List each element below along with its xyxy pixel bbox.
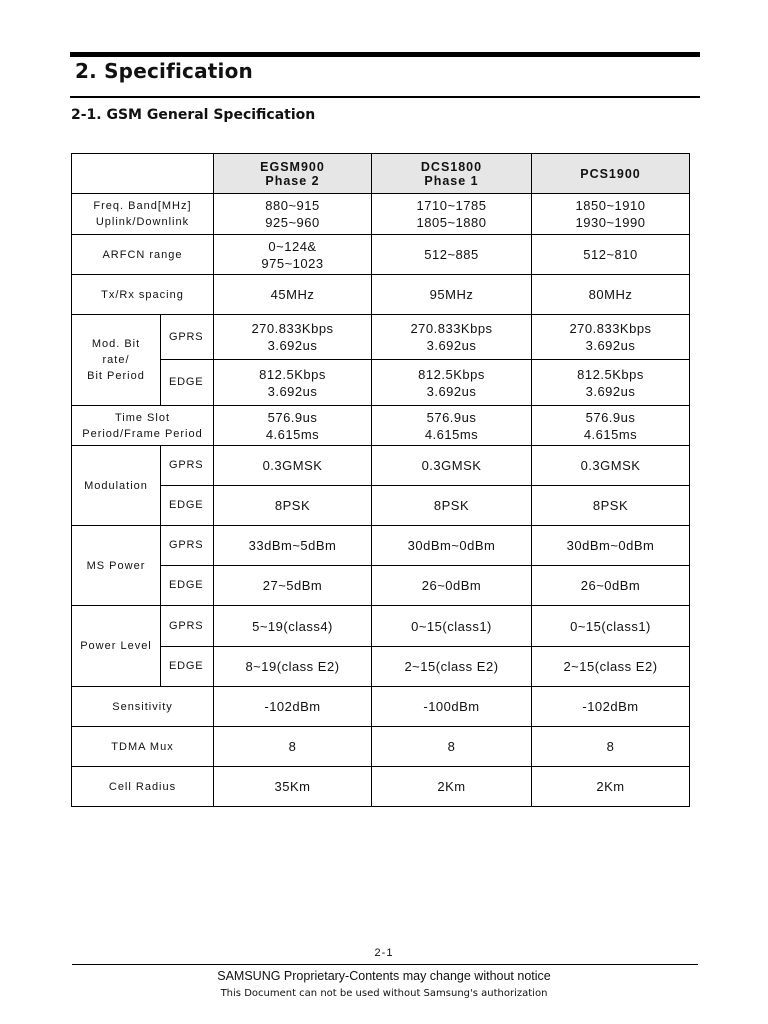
table-row xyxy=(72,315,690,360)
table-cell: 8 xyxy=(214,727,372,767)
table-cell: -102dBm xyxy=(214,687,372,727)
sub-row-label: EDGE xyxy=(161,486,214,526)
header-egsm900: EGSM900 Phase 2 xyxy=(214,154,372,194)
subsection-heading: 2-1. GSM General Specification xyxy=(71,107,316,123)
table-cell: 2~15(class E2) xyxy=(532,647,690,687)
table-row xyxy=(72,360,690,406)
table-cell: 8 xyxy=(372,727,532,767)
table-row xyxy=(72,275,690,315)
table-cell: 2Km xyxy=(372,767,532,807)
table-cell: 270.833Kbps 3.692us xyxy=(532,315,690,360)
table-corner-cell xyxy=(72,154,214,194)
table-row xyxy=(72,406,690,446)
table-cell: 0~124& 975~1023 xyxy=(214,235,372,275)
table-cell: -102dBm xyxy=(532,687,690,727)
table-cell: 1850~1910 1930~1990 xyxy=(532,194,690,235)
row-label: Freq. Band[MHz] Uplink/Downlink xyxy=(72,194,214,235)
table-cell: 2Km xyxy=(532,767,690,807)
table-cell: 812.5Kbps 3.692us xyxy=(372,360,532,406)
table-cell: 27~5dBm xyxy=(214,566,372,606)
table-cell: 0.3GMSK xyxy=(214,446,372,486)
row-group-label: Power Level xyxy=(72,606,161,687)
table-cell: 1710~1785 1805~1880 xyxy=(372,194,532,235)
table-cell: 270.833Kbps 3.692us xyxy=(214,315,372,360)
table-row xyxy=(72,486,690,526)
table-cell: 0.3GMSK xyxy=(372,446,532,486)
table-row xyxy=(72,235,690,275)
table-cell: 5~19(class4) xyxy=(214,606,372,647)
table-cell: 45MHz xyxy=(214,275,372,315)
table-cell: 26~0dBm xyxy=(532,566,690,606)
table-cell: 35Km xyxy=(214,767,372,807)
page-number: 2-1 xyxy=(374,947,394,959)
sub-row-label: EDGE xyxy=(161,647,214,687)
row-label: ARFCN range xyxy=(72,235,214,275)
sub-row-label: GPRS xyxy=(161,526,214,566)
table-cell: 8~19(class E2) xyxy=(214,647,372,687)
table-cell: 33dBm~5dBm xyxy=(214,526,372,566)
table-row xyxy=(72,194,690,235)
row-label: Sensitivity xyxy=(72,687,214,727)
table-cell: 80MHz xyxy=(532,275,690,315)
table-cell: 270.833Kbps 3.692us xyxy=(372,315,532,360)
table-row xyxy=(72,526,690,566)
top-rule xyxy=(70,52,700,57)
row-group-label: Mod. Bit rate/ Bit Period xyxy=(72,315,161,406)
row-label: Tx/Rx spacing xyxy=(72,275,214,315)
table-cell: 95MHz xyxy=(372,275,532,315)
table-cell: 512~810 xyxy=(532,235,690,275)
table-cell: 30dBm~0dBm xyxy=(372,526,532,566)
table-cell: 8PSK xyxy=(532,486,690,526)
sub-row-label: EDGE xyxy=(161,360,214,406)
table-header-row xyxy=(72,154,690,194)
footer-authorization: This Document can not be used without Samsung's authorization xyxy=(220,988,548,999)
table-cell: 0~15(class1) xyxy=(532,606,690,647)
footer-rule xyxy=(72,964,698,965)
table-row xyxy=(72,566,690,606)
table-row xyxy=(72,687,690,727)
sub-row-label: GPRS xyxy=(161,315,214,360)
table-cell: 8PSK xyxy=(214,486,372,526)
table-cell: 8PSK xyxy=(372,486,532,526)
row-label: TDMA Mux xyxy=(72,727,214,767)
table-cell: 812.5Kbps 3.692us xyxy=(214,360,372,406)
row-group-label: MS Power xyxy=(72,526,161,606)
gsm-spec-table xyxy=(71,153,690,807)
table-cell: 512~885 xyxy=(372,235,532,275)
table-cell: 0~15(class1) xyxy=(372,606,532,647)
table-cell: -100dBm xyxy=(372,687,532,727)
heading-rule xyxy=(70,96,700,98)
table-cell: 576.9us 4.615ms xyxy=(532,406,690,446)
row-label: Cell Radius xyxy=(72,767,214,807)
header-pcs1900: PCS1900 xyxy=(532,154,690,194)
table-cell: 812.5Kbps 3.692us xyxy=(532,360,690,406)
table-row xyxy=(72,767,690,807)
sub-row-label: GPRS xyxy=(161,606,214,647)
table-cell: 576.9us 4.615ms xyxy=(372,406,532,446)
table-cell: 576.9us 4.615ms xyxy=(214,406,372,446)
table-cell: 2~15(class E2) xyxy=(372,647,532,687)
sub-row-label: GPRS xyxy=(161,446,214,486)
table-row xyxy=(72,446,690,486)
table-cell: 8 xyxy=(532,727,690,767)
table-row xyxy=(72,647,690,687)
row-group-label: Modulation xyxy=(72,446,161,526)
table-cell: 880~915 925~960 xyxy=(214,194,372,235)
header-dcs1800: DCS1800 Phase 1 xyxy=(372,154,532,194)
sub-row-label: EDGE xyxy=(161,566,214,606)
table-cell: 0.3GMSK xyxy=(532,446,690,486)
row-label: Time Slot Period/Frame Period xyxy=(72,406,214,446)
table-row xyxy=(72,727,690,767)
table-cell: 30dBm~0dBm xyxy=(532,526,690,566)
table-row xyxy=(72,606,690,647)
table-cell: 26~0dBm xyxy=(372,566,532,606)
footer-notice: SAMSUNG Proprietary-Contents may change without notice xyxy=(217,969,551,983)
section-heading: 2. Specification xyxy=(75,59,253,83)
